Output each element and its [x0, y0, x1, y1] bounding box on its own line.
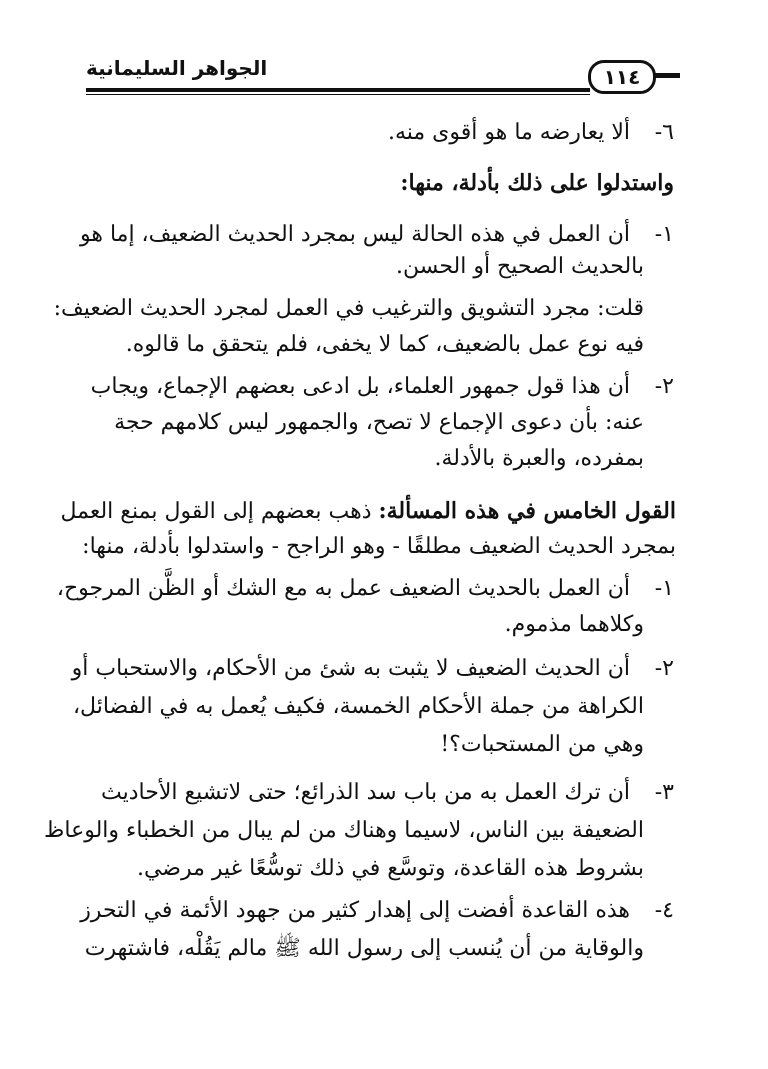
header-ornament	[654, 73, 680, 78]
text-line	[137, 854, 644, 884]
line-text: ألا يعارضه ما هو أقوى منه.	[387, 120, 630, 145]
text-line	[72, 654, 674, 684]
text-line	[434, 444, 644, 474]
line-text: وكلاهما مذموم.	[504, 612, 644, 637]
text-line	[101, 778, 674, 808]
line-text: قلت: مجرد التشويق والترغيب في العمل لمجرد الحديث الضعيف:	[53, 296, 644, 321]
line-text: الضعيفة بين الناس، لاسيما وهناك من لم يبال من الخطباء والوعاظ	[44, 818, 644, 843]
text-line	[396, 252, 644, 282]
item-number: ٦-	[654, 120, 674, 145]
line-text: واستدلوا على ذلك بأدلة، منها:	[400, 170, 674, 196]
item-number: ٢-	[654, 656, 674, 681]
section-lead: القول الخامس في هذه المسألة:	[378, 498, 676, 524]
text-line	[57, 574, 674, 604]
header-rule-thin	[86, 94, 590, 95]
text-line	[60, 496, 676, 527]
text-line	[400, 168, 674, 198]
line-text: أن ترك العمل به من باب سد الذرائع؛ حتى لاتشيع الأحاديث	[101, 780, 630, 805]
item-number: ٤-	[654, 898, 674, 923]
page-number: ١١٤	[588, 60, 656, 94]
text-line	[82, 532, 676, 562]
text-line	[440, 730, 644, 760]
item-number: ٢-	[654, 374, 674, 399]
line-text: الكراهة من جملة الأحكام الخمسة، فكيف يُعمل به في الفضائل،	[72, 694, 644, 719]
text-line	[505, 610, 644, 640]
line-text: أن الحديث الضعيف لا يثبت به شئ من الأحكام، والاستحباب أو	[71, 656, 630, 681]
line-text: أن العمل في هذه الحالة ليس بمجرد الحديث الضعيف، إما هو	[80, 222, 630, 247]
item-number: ١-	[654, 576, 674, 601]
line-text: ذهب بعضهم إلى القول بمنع العمل	[60, 499, 379, 524]
text-line	[126, 330, 644, 360]
line-text: فيه نوع عمل بالضعيف، كما لا يخفى، فلم يتحقق ما قالوه.	[125, 332, 644, 357]
text-line	[73, 692, 644, 722]
line-text: بمفرده، والعبرة بالأدلة.	[434, 446, 644, 471]
text-line	[91, 372, 674, 402]
line-text: وهي من المستحبات؟!	[440, 732, 644, 757]
header-rule	[86, 88, 590, 92]
text-line	[80, 896, 674, 926]
text-line	[388, 118, 674, 148]
text-line	[54, 294, 644, 324]
item-number: ١-	[654, 222, 674, 247]
item-number: ٣-	[654, 780, 674, 805]
line-text: أن العمل بالحديث الضعيف عمل به مع الشك أو الظَّن المرجوح،	[56, 576, 630, 601]
text-line	[114, 408, 644, 438]
running-title: الجواهر السليمانية	[86, 56, 268, 80]
line-text: بمجرد الحديث الضعيف مطلقًا - وهو الراجح - واستدلوا بأدلة، منها:	[82, 534, 676, 559]
line-text: بالحديث الصحيح أو الحسن.	[395, 254, 644, 279]
line-text: والوقاية من أن يُنسب إلى رسول الله ﷺ مالم يَقُلْه، فاشتهرت	[84, 936, 644, 961]
line-text: بشروط هذه القاعدة، وتوسَّع في ذلك توسُّعًا غير مرضي.	[136, 856, 644, 881]
text-line	[80, 220, 674, 250]
text-line	[85, 934, 644, 964]
line-text: عنه: بأن دعوى الإجماع لا تصح، والجمهور ليس كلامهم حجة	[114, 410, 644, 435]
line-text: أن هذا قول جمهور العلماء، بل ادعى بعضهم الإجماع، ويجاب	[90, 374, 630, 399]
text-line	[44, 816, 644, 846]
line-text: هذه القاعدة أفضت إلى إهدار كثير من جهود الأئمة في التحرز	[80, 898, 630, 923]
